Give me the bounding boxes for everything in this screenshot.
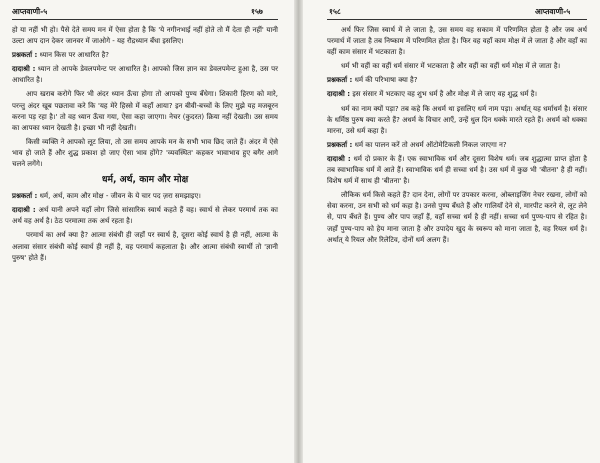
right-paragraph-1: अर्थ फिर जिस स्वार्थ में ले जाता है, उस समय वह सकाम में परिणमित होता है और जब अर्थ परमार्थ में जाता है तब निष्काम में परिणमित होता है। फिर वह वहाँ काम मोक्ष में ले जाता है और वहाँ का वहीं काम संसार में भटकाता है। [327,26,587,57]
book-gutter [294,0,303,463]
questioner-label: प्रश्नकर्ता : [12,192,38,201]
answer-text: ध्यान तो आपके डेवलपमेन्ट पर आधारित है। आपको जिस ज्ञान का डेवलपमेन्ट हुआ है, उस पर आधारित है। [12,65,278,85]
dadashri-label: दादाश्री : [327,90,351,99]
left-running-header: आप्तवाणी-५ [12,7,48,16]
questioner-label: प्रश्नकर्ता : [327,76,353,85]
right-page-number: १५८ [329,7,341,16]
dadashri-label: दादाश्री : [12,65,36,74]
right-answer-2 [327,154,587,187]
right-text-column [327,25,587,249]
right-answer-1 [327,89,587,100]
left-question-1 [12,50,278,61]
question-text: धर्म का पालन करें तो अधर्म ऑटोमेटिकली निकल जाएगा न? [354,140,507,149]
answer-text: धर्म दो प्रकार के हैं। एक स्वाभाविक धर्म और दूसरा विशेष धर्म। जब शुद्धात्मा प्राप्त होता है तब स्वाभाविक धर्म में आते हैं। स्वाभाविक धर्म ही सच्चा धर्म है। उस धर्म में कुछ भी 'बीतना' है ही नहीं। विशेष धर्म में साथ ही 'बीतना' है। [327,154,587,186]
left-text-column [12,25,278,267]
answer-text: इस संसार में भटकाए वह शुभ धर्म है और मोक्ष में ले जाए वह शुद्ध धर्म है। [352,90,538,99]
right-paragraph-3: धर्म का नाम क्यों पड़ा? तब कहे कि अधर्म था इसलिए धर्म नाम पड़ा। अर्थात् यह धर्माधर्म है। संसार के धर्मिष्ठ पुरुष क्या करते हैं? अधर्म के विचार आएँ, उन्हें धुल दिन धक्के मारते रहते हैं। अधर्म को धक्का मारना, उसे धर्म कहा है। [327,104,587,135]
right-question-1 [327,75,587,86]
left-answer-1 [12,64,278,86]
left-paragraph-1: हो या नहीं भी हो। पैसे देते समय मन में ऐसा होता है कि 'ये नगीनभाई नहीं होते तो मैं देता ही नहीं' यानी उल्टा आप दान देकर जानवर में जाओगे - यह रौद्रध्यान बँधा इसलिए। [12,26,278,46]
question-text: धर्म, अर्थ, काम और मोक्ष - जीवन के ये चार पद ज़रा समझाइए। [39,192,201,201]
right-header-rule [327,19,587,20]
left-paragraph-2: आप खराब करोगे फिर भी अंदर ध्यान ऊँचा होगा तो आपको पुण्य बँधेगा। शिकारी हिरण को मारे, परन्तु अंदर खूब पछतावा करे कि 'यह मेरे हिस्से में कहाँ आया? इन बीवी-बच्चों के लिए मुझे यह मजबूरन करना पड़ रहा है।' तो वह ध्यान ऊँचा गया, ऐसा कहा जाएगा। नेचर (कुदरत) क्रिया नहीं देखती। उस समय का आपका ध्यान देखती है। इच्छा भी नहीं देखती। [12,90,278,132]
dadashri-label: दादाश्री : [12,206,36,215]
left-header-rule [12,19,278,20]
left-paragraph-3: किसी व्यक्ति ने आपको लूट लिया, तो उस समय आपके मन के सभी भाव छिद जाते हैं। अंदर में ऐसे भाव हो जाते हैं और शुद्ध प्रकाश हो जाए ऐसा भाव होंगे? 'व्यवस्थित' कहकर भावाभाव हुए बगैर आगे चलने लगेंगे। [12,137,278,169]
answer-text: अर्थ यानी अपने यहाँ लोग जिसे सांसारिक स्वार्थ कहते हैं वह। स्वार्थ से लेकर परमार्थ तक का अर्थ वह अर्थ है। ठेठ परमात्मा तक अर्थ रहता है। [12,206,278,226]
right-question-2 [327,140,587,151]
left-page [0,0,294,463]
left-answer-2 [12,205,278,227]
dadashri-label: दादाश्री : [327,154,351,163]
right-paragraph-2: धर्म भी वहीं का वहीं धर्म संसार में भटकाता है और वहीं का वहीं धर्म मोक्ष में ले जाता है। [341,62,561,71]
section-title: धर्म, अर्थ, काम और मोक्ष [101,174,189,186]
questioner-label: प्रश्नकर्ता : [327,140,353,149]
left-question-2 [12,191,278,202]
questioner-label: प्रश्नकर्ता : [12,51,38,60]
question-text: धर्म की परिभाषा क्या है? [354,76,418,85]
right-running-header: आप्तवाणी-५ [535,7,571,16]
left-page-number: १५७ [251,7,263,16]
left-paragraph-4: परमार्थ का अर्थ क्या है? आत्मा संबंधी ही जहाँ पर स्वार्थ है, दूसरा कोई स्वार्थ है ही नहीं, आत्मा के अलावा संसार संबंधी कोई स्वार्थ ही नहीं है, वह परमार्थ कहलाता है। और आत्मा संबंधी स्वार्थी तो 'ज्ञानी पुरुष' होते हैं। [12,231,278,262]
right-page [303,0,600,463]
right-paragraph-4: लौकिक धर्म किसे कहते हैं? दान देना, लोगों पर उपकार करना, ओब्लाइजिंग नेचर रखना, लोगों को सेवा करना, उन सभी को धर्म कहा है। उनसे पुण्य बँधते हैं और गालियाँ देने से, मारपीट करने से, लूट लेने से, पाप बँधते हैं। पुण्य और पाप जहाँ हैं, वहाँ सच्चा धर्म है ही नहीं। सच्चा धर्म पुण्य-पाप से रहित है। जहाँ पुण्य-पाप को हेय माना जाता है और उपादेय खुद के स्वरूप को माना जाता है, वह रियल धर्म है। अर्थात् ये रियल और रिलेटिव, दोनों धर्म अलग हैं। [327,191,588,244]
question-text: ध्यान किस पर आधारित है? [39,51,110,60]
